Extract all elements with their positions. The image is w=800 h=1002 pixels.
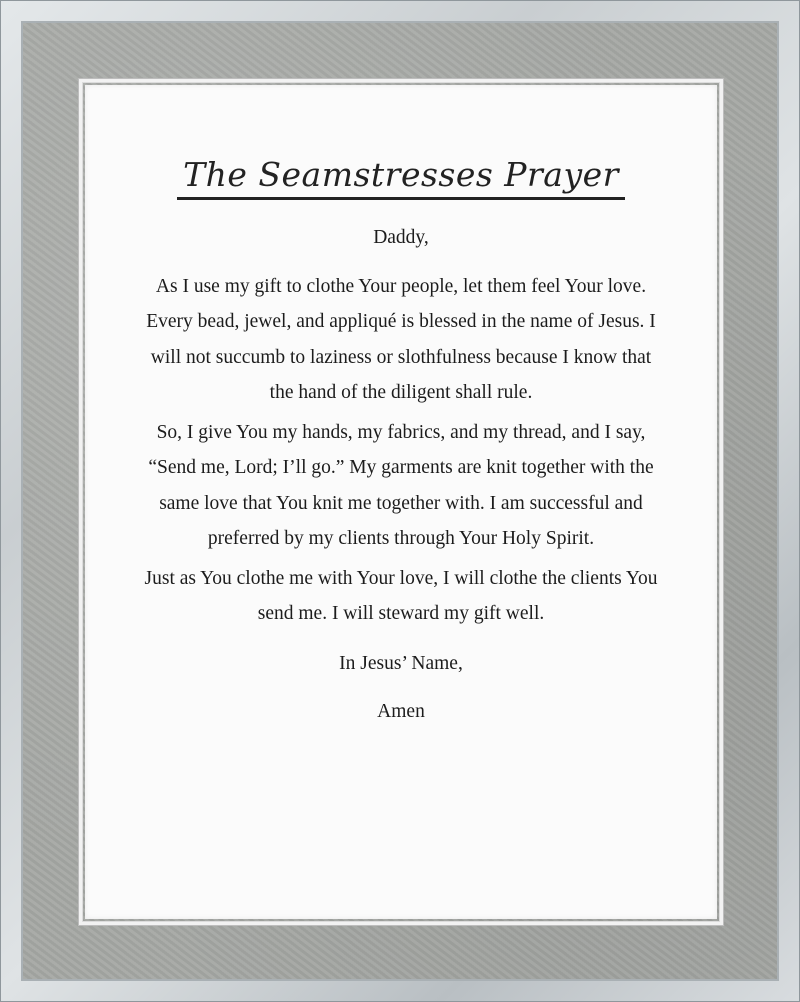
paragraph-3: Just as You clothe me with Your love, I will clothe the clients You send me. I will steward my gift well.: [144, 567, 658, 624]
closing: In Jesus’ Name,: [339, 652, 463, 674]
title-wrap: [85, 155, 717, 200]
salutation: Daddy,: [373, 227, 429, 248]
paragraph-2: So, I give You my hands, my fabrics, and my thread, and I say, “Send me, Lord; I’ll go.” My garments are knit together with the same love that You knit me together with. I am successful and preferred by my clients through Your Holy Spirit.: [148, 421, 654, 549]
paragraph-1: As I use my gift to clothe Your people, let them feel Your love. Every bead, jewel, and appliqué is blessed in the name of Jesus. I will not succumb to laziness or slothfulness because I know that the hand of the diligent shall rule.: [146, 275, 656, 403]
prayer-body: [137, 220, 665, 743]
prayer-paper: [85, 85, 717, 919]
amen: Amen: [377, 701, 425, 722]
prayer-title: The Seamstresses Prayer: [177, 155, 625, 200]
